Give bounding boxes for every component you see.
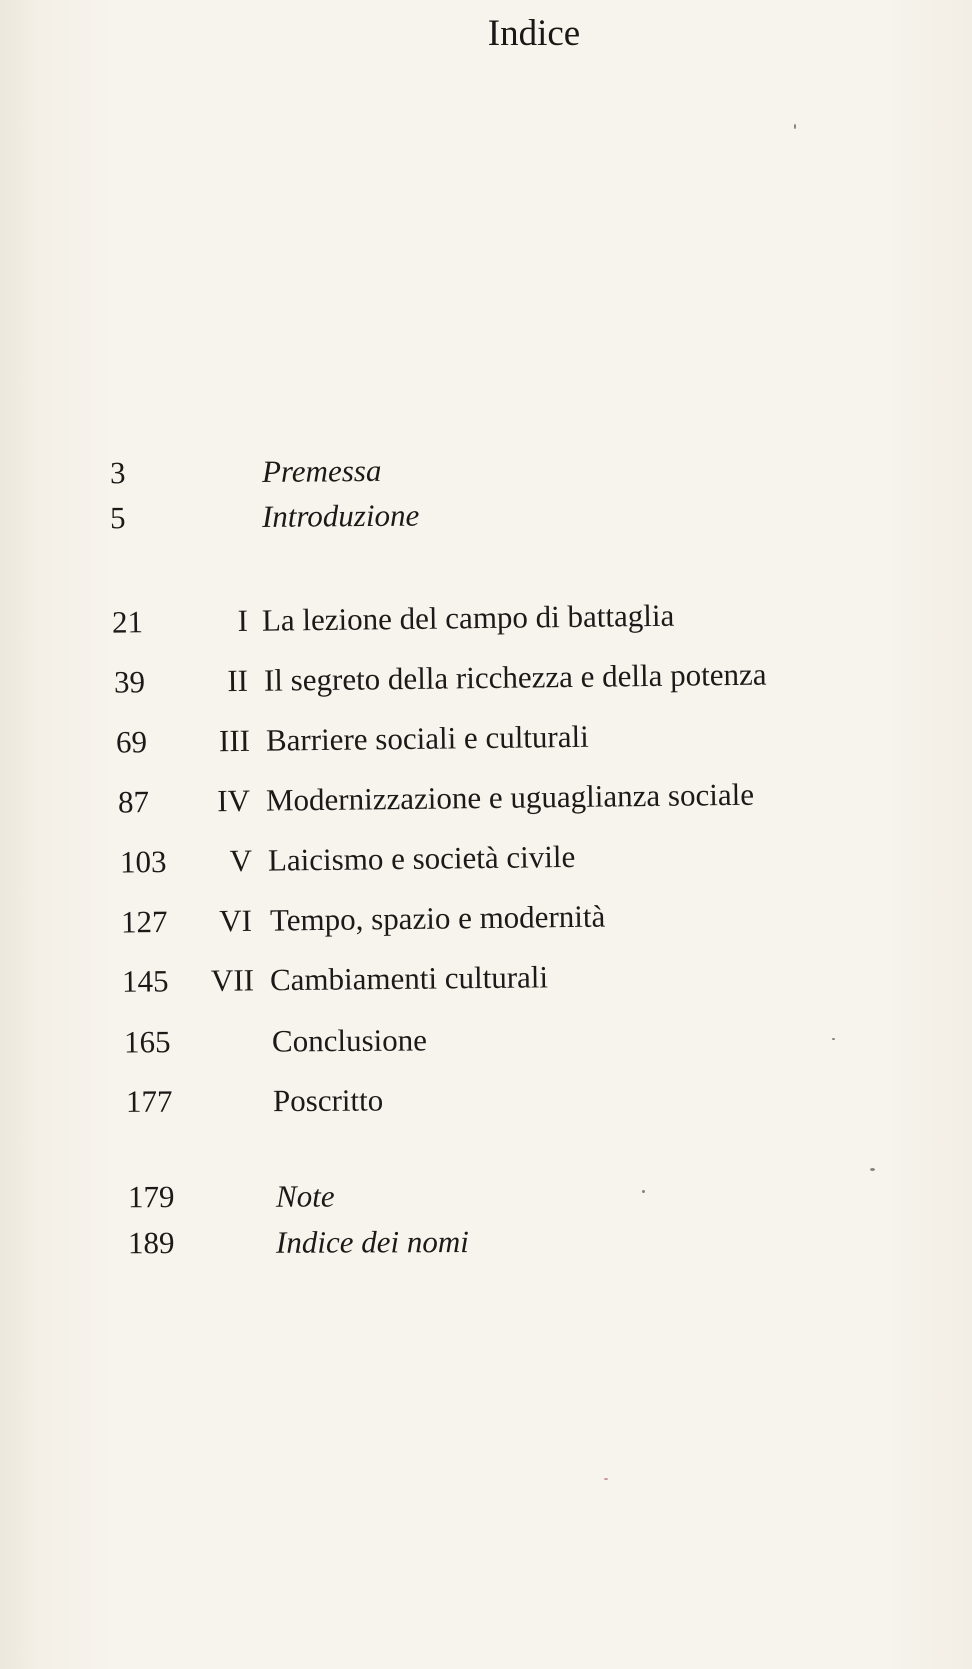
entry-title: Premessa <box>261 452 382 489</box>
entry-page: 3 <box>109 455 126 491</box>
toc-entry <box>0 834 972 886</box>
entry-page: 69 <box>115 724 148 760</box>
entry-page: 5 <box>109 500 126 536</box>
entry-page: 179 <box>127 1179 175 1215</box>
entry-title: Il segreto della ricchezza e della potenza <box>263 656 767 698</box>
toc-entry <box>0 774 972 826</box>
entry-title: Note <box>275 1178 335 1214</box>
toc-entry <box>0 448 972 496</box>
entry-title: Tempo, spazio e modernità <box>269 898 606 938</box>
entry-page: 145 <box>121 963 169 999</box>
entry-title: Poscritto <box>272 1082 384 1119</box>
scan-speck <box>604 1478 608 1480</box>
scan-speck <box>794 124 796 129</box>
entry-page: 103 <box>119 843 167 880</box>
entry-title: Barriere sociali e culturali <box>265 718 589 758</box>
entry-title: Cambiamenti culturali <box>269 959 549 998</box>
toc-entry <box>0 1019 972 1066</box>
entry-page: 189 <box>127 1225 175 1261</box>
entry-page: 39 <box>113 664 146 700</box>
scan-speck <box>870 1168 875 1171</box>
entry-title: Conclusione <box>271 1022 428 1059</box>
entry-page: 127 <box>120 903 168 940</box>
entry-title: Introduzione <box>261 497 420 534</box>
entry-title: La lezione del campo di battaglia <box>261 597 675 638</box>
toc-entry <box>0 493 972 541</box>
entry-title: Modernizzazione e uguaglianza sociale <box>265 776 755 818</box>
toc-entry <box>0 1079 972 1124</box>
toc-entry <box>0 594 972 646</box>
entry-page: 177 <box>125 1083 173 1119</box>
toc-entry <box>0 955 972 1005</box>
entry-title: Indice dei nomi <box>275 1224 469 1260</box>
chapter-number: VII <box>210 962 255 998</box>
toc-entry <box>0 714 972 766</box>
toc-entry <box>0 1176 972 1219</box>
chapter-number: V <box>229 842 253 879</box>
toc-entry <box>0 894 972 946</box>
scan-speck <box>642 1190 645 1193</box>
chapter-number: III <box>218 722 251 759</box>
scan-speck <box>832 1038 835 1040</box>
chapter-number: IV <box>217 782 251 819</box>
chapter-number: II <box>227 662 249 699</box>
entry-title: Laicismo e società civile <box>267 838 576 878</box>
toc-entry <box>0 654 972 706</box>
entry-page: 21 <box>111 604 144 640</box>
entry-page: 87 <box>117 784 150 820</box>
page-title: Indice <box>487 13 581 54</box>
toc-entry <box>0 1222 972 1265</box>
chapter-number: VI <box>219 902 253 939</box>
entry-page: 165 <box>123 1024 171 1060</box>
chapter-number: I <box>237 602 249 639</box>
